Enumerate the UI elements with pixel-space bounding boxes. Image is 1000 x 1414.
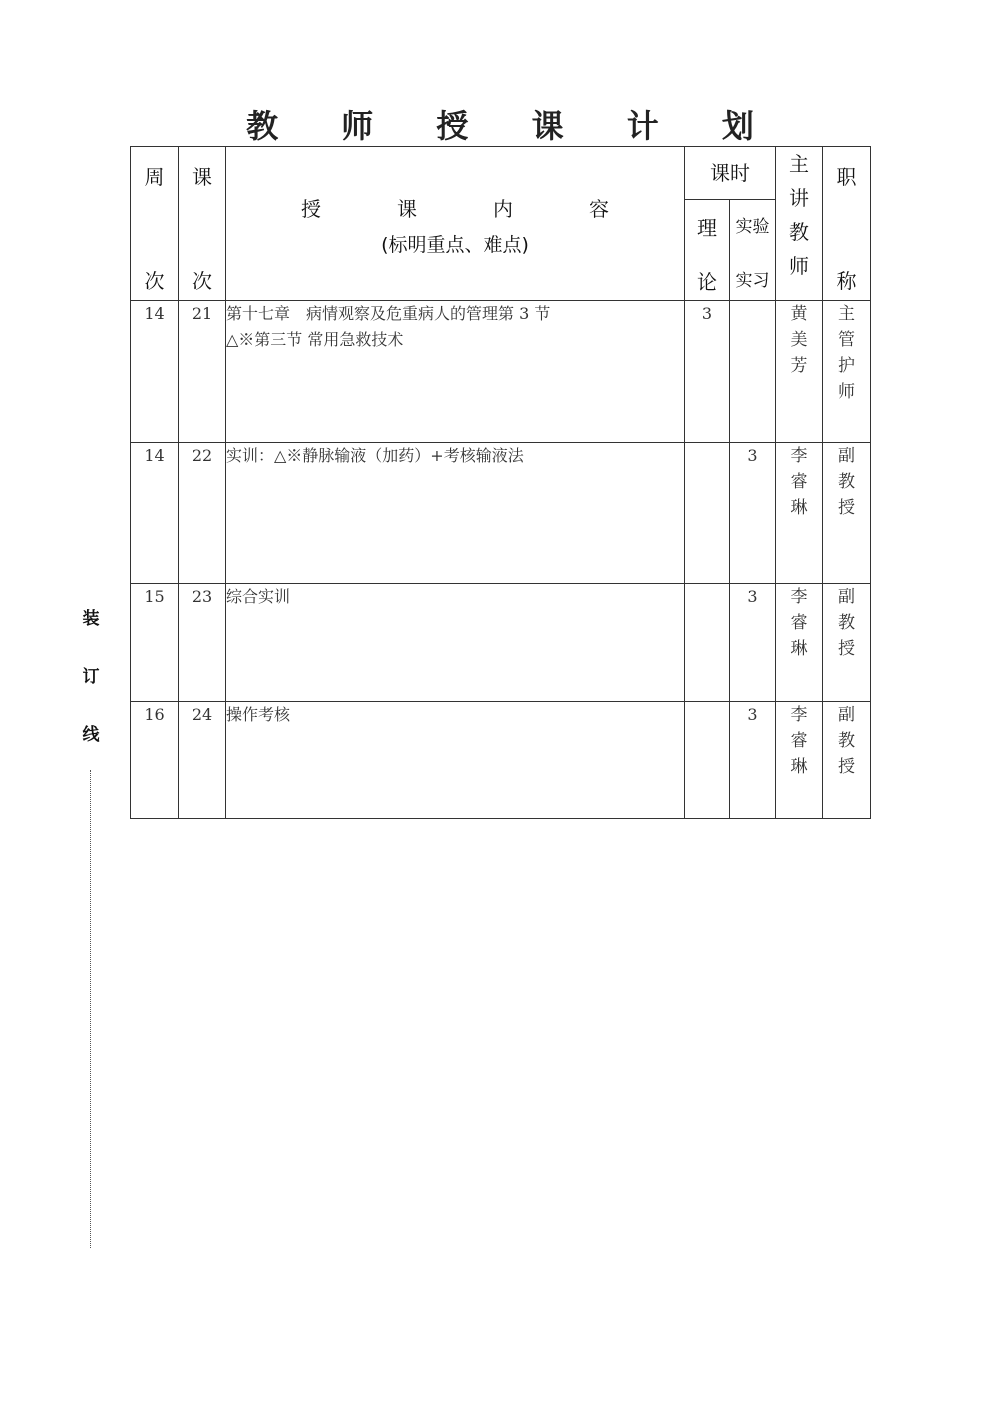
binding-dotted-line — [90, 770, 91, 1248]
row-teacher: 李 睿 琳 — [776, 584, 823, 702]
row-rank: 主 管 护 师 — [823, 301, 871, 443]
table-row: 14 22 实训：△※静脉输液（加药）+考核输液法 3 李 睿 琳 副 教 授 — [131, 443, 871, 584]
row-rank: 副 教 授 — [823, 443, 871, 584]
header-week: 周 次 — [131, 147, 179, 301]
table-row: 16 24 操作考核 3 李 睿 琳 副 教 授 — [131, 702, 871, 819]
table-row: 14 21 第十七章 病情观察及危重病人的管理第 3 节 △※第三节 常用急救技术 3 黄 美 芳 主 管 护 师 — [131, 301, 871, 443]
binding-line-label: 装 订 线 — [82, 609, 100, 745]
row-teacher: 黄 美 芳 — [776, 301, 823, 443]
header-theory: 理 论 — [685, 200, 730, 301]
row-content: 实训：△※静脉输液（加药）+考核输液法 — [226, 443, 685, 584]
header-lesson: 课 次 — [179, 147, 226, 301]
row-teacher: 李 睿 琳 — [776, 702, 823, 819]
row-content: 第十七章 病情观察及危重病人的管理第 3 节 △※第三节 常用急救技术 — [226, 301, 685, 443]
header-practice: 实验 实习 — [730, 200, 776, 301]
header-row-1 — [131, 147, 871, 200]
page-title: 教 师 授 课 计 划 — [246, 107, 780, 145]
lesson-plan-table — [130, 146, 871, 819]
header-hours: 课时 — [685, 147, 776, 200]
row-teacher: 李 睿 琳 — [776, 443, 823, 584]
header-content: 授 课 内 容 (标明重点、难点) — [226, 147, 685, 301]
row-rank: 副 教 授 — [823, 702, 871, 819]
row-rank: 副 教 授 — [823, 584, 871, 702]
header-teacher: 主 讲 教 师 — [776, 147, 823, 301]
header-rank: 职 称 — [823, 147, 871, 301]
table-row: 15 23 综合实训 3 李 睿 琳 副 教 授 — [131, 584, 871, 702]
header-content-note: (标明重点、难点) — [381, 234, 529, 256]
row-content: 综合实训 — [226, 584, 685, 702]
row-content: 操作考核 — [226, 702, 685, 819]
